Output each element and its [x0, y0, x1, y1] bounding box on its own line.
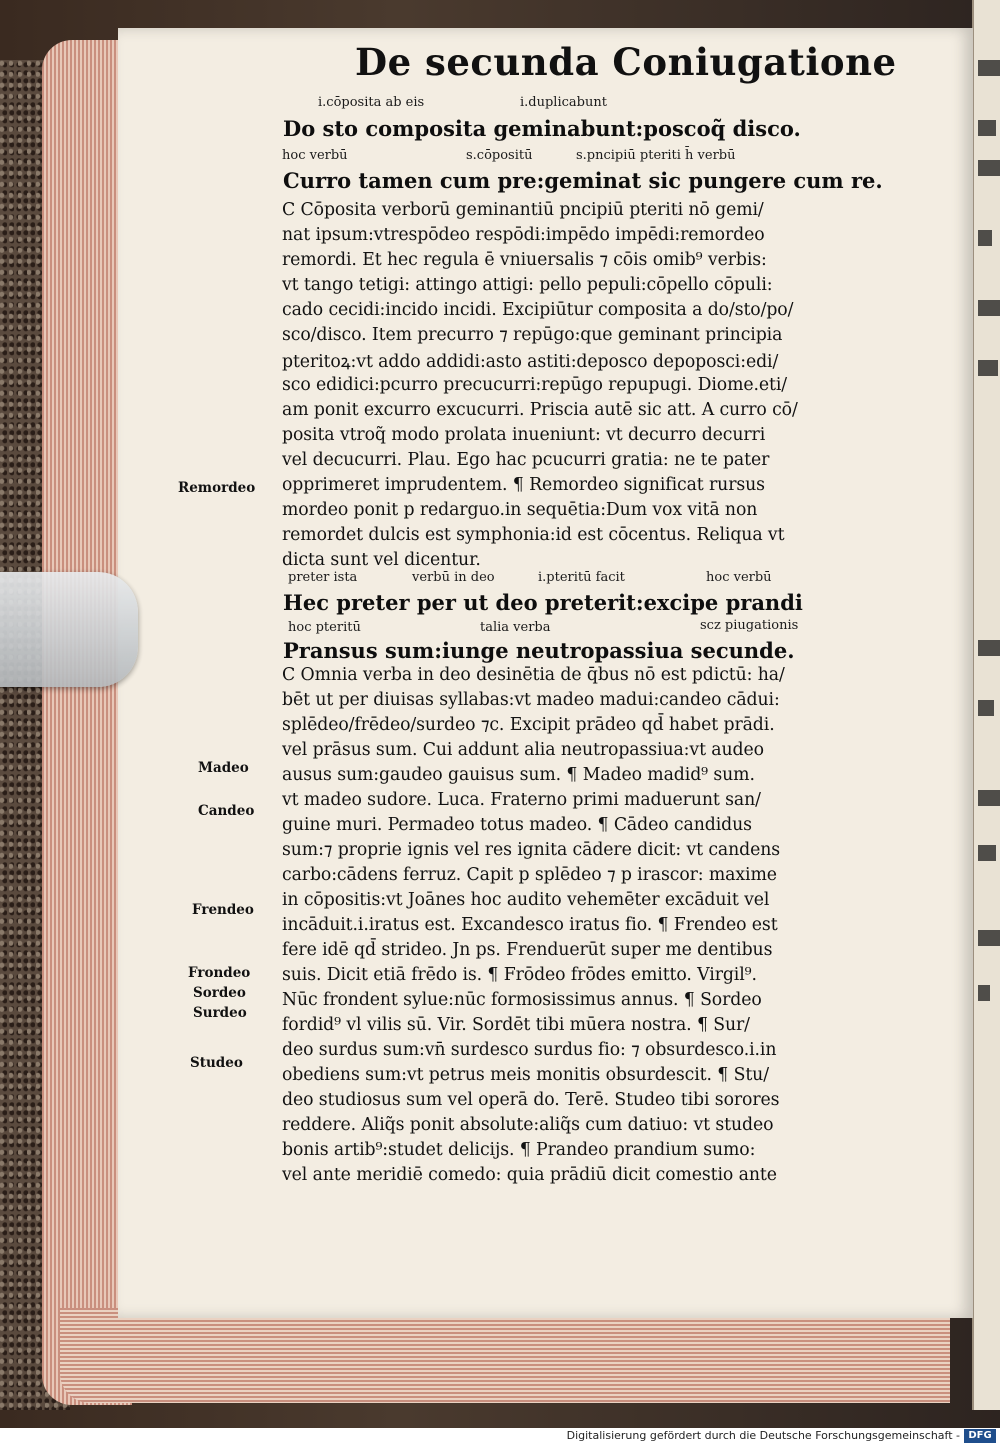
facing-page-edge — [972, 0, 1000, 1410]
gloss: talia verba — [480, 620, 551, 635]
dfg-logo: DFG — [964, 1429, 996, 1443]
prose-line: bēt ut per diuisas syllabas:vt madeo madui:candeo cādui: — [282, 690, 780, 710]
prose-line: C Omnia verba in deo desinētia de q̄bus nō est pdictū: ha/ — [282, 665, 785, 685]
prose-line: vel decucurri. Plau. Ego hac pcucurri gratia: ne te pater — [282, 450, 770, 470]
gloss: s.cōpositū — [466, 148, 533, 163]
prose-line: C Cōposita verborū geminantiū pncipiū pteriti nō gemi/ — [282, 200, 764, 220]
margin-note: Remordeo — [178, 480, 256, 496]
gloss: i.cōposita ab eis — [318, 95, 425, 110]
prose-line: incāduit.i.iratus est. Excandesco iratus fio. ¶ Frendeo est — [282, 915, 778, 935]
verse-line: Do sto composita geminabunt:poscoq̃ disco. — [283, 116, 801, 141]
verse-line: Pransus sum:iunge neutropassiua secunde. — [283, 638, 795, 663]
prose-line: dicta sunt vel dicentur. — [282, 550, 481, 570]
margin-note: Madeo — [198, 760, 249, 776]
margin-note: Surdeo — [193, 1005, 247, 1021]
prose-line: fordid⁹ vl vilis sū. Vir. Sordēt tibi mūera nostra. ¶ Sur/ — [282, 1015, 750, 1035]
margin-note: Frondeo — [188, 965, 251, 981]
prose-line: deo studiosus sum vel operā do. Terē. Studeo tibi sorores — [282, 1090, 780, 1110]
prose-line: remordi. Et hec regula ē vniuersalis ⁊ cōis omib⁹ verbis: — [282, 250, 767, 270]
prose-line: vt madeo sudore. Luca. Fraterno primi maduerunt san/ — [282, 790, 761, 810]
prose-line: ausus sum:gaudeo gauisus sum. ¶ Madeo madid⁹ sum. — [282, 765, 755, 785]
prose-line: vel ante meridiē comedo: quia prādiū dicit comestio ante — [282, 1165, 777, 1185]
prose-line: bonis artib⁹:studet delicijs. ¶ Prandeo prandium sumo: — [282, 1140, 756, 1160]
margin-note: Sordeo — [193, 985, 246, 1001]
prose-line: reddere. Aliq̃s ponit absolute:aliq̃s cum datiuo: vt studeo — [282, 1115, 774, 1135]
prose-line: fere idē qd̄ strideo. Jn ps. Frenduerūt super me dentibus — [282, 940, 773, 960]
gloss: hoc verbū — [282, 148, 348, 163]
gloss: scz piugationis — [700, 618, 799, 633]
prose-line: sco/disco. Item precurro ⁊ repūgo:que geminant principia — [282, 325, 783, 345]
gloss: hoc pteritū — [288, 620, 361, 635]
gloss: hoc verbū — [706, 570, 772, 585]
gloss: preter ista — [288, 570, 358, 585]
margin-note: Studeo — [190, 1055, 243, 1071]
prose-line: guine muri. Permadeo totus madeo. ¶ Cādeo candidus — [282, 815, 752, 835]
prose-line: sco edidici:pcurro precucurri:repūgo repupugi. Diome.eti/ — [282, 375, 788, 395]
prose-line: deo surdus sum:vn̄ surdesco surdus fio: ⁊ obsurdesco.i.in — [282, 1040, 777, 1060]
margin-note: Candeo — [198, 803, 255, 819]
prose-line: vel prāsus sum. Cui addunt alia neutropassiua:vt audeo — [282, 740, 764, 760]
prose-line: opprimeret imprudentem. ¶ Remordeo significat rursus — [282, 475, 765, 495]
prose-line: am ponit excurro excucurri. Priscia autē sic att. A curro cō/ — [282, 400, 798, 420]
gloss: verbū in deo — [412, 570, 495, 585]
prose-line: nat ipsum:vtrespōdeo respōdi:impēdo impēdi:remordeo — [282, 225, 765, 245]
prose-line: remordet dulcis est symphonia:id est cōcentus. Reliqua vt — [282, 525, 785, 545]
prose-line: sum:⁊ proprie ignis vel res ignita cādere dicit: vt candens — [282, 840, 781, 860]
gloss: s.pncipiū pteriti h̄ verbū — [576, 148, 736, 163]
prose-line: mordeo ponit p redarguo.in sequētia:Dum vox vitā non — [282, 500, 758, 520]
prose-line: cado cecidi:incido incidi. Excipiūtur composita a do/sto/po/ — [282, 300, 794, 320]
prose-line: pteritoꝝ:vt addo addidi:asto astiti:deposco depoposci:edi/ — [282, 352, 779, 372]
verse-line: Hec preter per ut deo preterit:excipe prandi — [283, 590, 803, 615]
prose-line: posita vtroq̃ modo prolata inueniunt: vt decurro decurri — [282, 425, 766, 445]
prose-line: obediens sum:vt petrus meis monitis obsurdescit. ¶ Stu/ — [282, 1065, 769, 1085]
footer-bar — [0, 1428, 1000, 1445]
page-clamp — [0, 572, 138, 687]
gloss: i.pteritū facit — [538, 570, 625, 585]
page-heading: De secunda Coniugatione — [355, 40, 897, 84]
prose-line: carbo:cādens ferruz. Capit p splēdeo ⁊ p irascor: maxime — [282, 865, 777, 885]
margin-note: Frendeo — [192, 902, 254, 918]
prose-line: vt tango tetigi: attingo attigi: pello pepuli:cōpello cōpuli: — [282, 275, 773, 295]
prose-line: in cōpositis:vt Joānes hoc audito vehemēter excāduit vel — [282, 890, 770, 910]
verse-line: Curro tamen cum pre:geminat sic pungere cum re. — [283, 168, 883, 193]
prose-line: splēdeo/frēdeo/surdeo ⁊c. Excipit prādeo qd̄ habet prādi. — [282, 715, 775, 735]
funding-notice: Digitalisierung gefördert durch die Deutsche Forschungsgemeinschaft - — [566, 1429, 960, 1442]
prose-line: suis. Dicit etiā frēdo is. ¶ Frōdeo frōdes emitto. Virgil⁹. — [282, 965, 757, 985]
page-bottom-edge — [60, 1308, 950, 1403]
gloss: i.duplicabunt — [520, 95, 607, 110]
prose-line: Nūc frondent sylue:nūc formosissimus annus. ¶ Sordeo — [282, 990, 762, 1010]
